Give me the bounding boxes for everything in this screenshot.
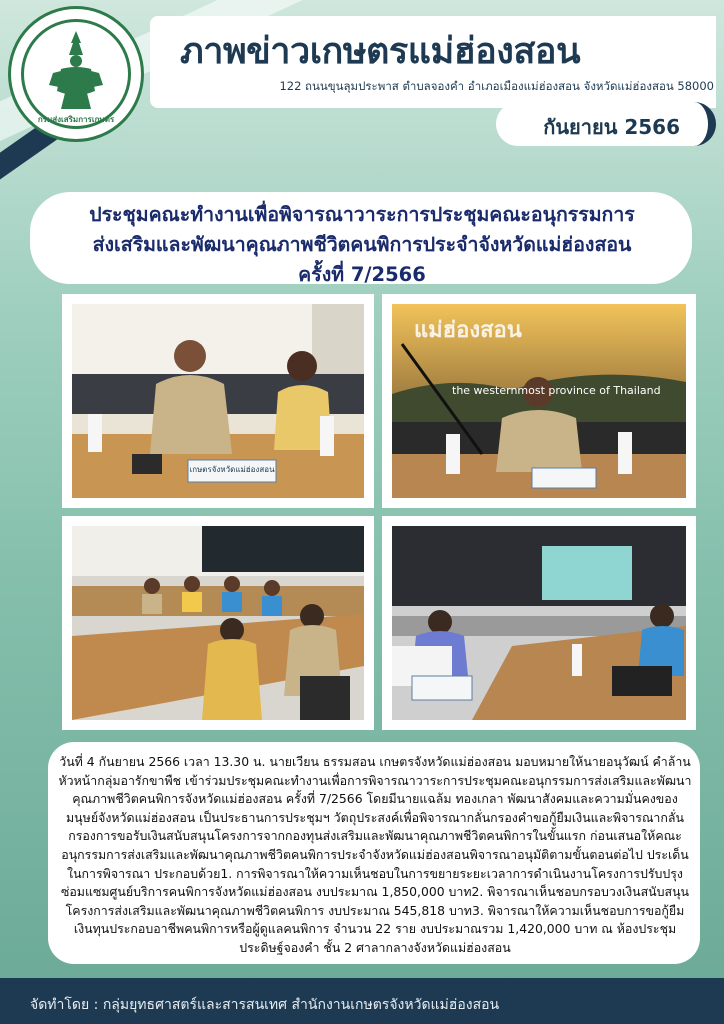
logo-caption: กรมส่งเสริมการเกษตร bbox=[37, 115, 115, 124]
issue-date: กันยายน 2566 bbox=[543, 115, 680, 139]
meeting-room-illustration bbox=[392, 526, 686, 720]
deity-emblem-icon bbox=[39, 29, 113, 113]
site-address: 122 ถนนขุนลุมประพาส ตำบลจองคำ อำเภอเมืองแม่ฮ่องสอน จังหวัดแม่ฮ่องสอน 58000 bbox=[279, 79, 714, 93]
photo-1-image bbox=[72, 304, 364, 498]
photo-4-image bbox=[392, 526, 686, 720]
department-logo bbox=[8, 6, 144, 142]
site-title: ภาพข่าวเกษตรแม่ฮ่องสอน bbox=[180, 31, 581, 72]
meeting-room-illustration bbox=[72, 526, 364, 720]
photo-1 bbox=[62, 294, 374, 508]
headline-line-1: ประชุมคณะทำงานเพื่อพิจารณาวาระการประชุมคณะอนุกรรมการ bbox=[89, 203, 635, 226]
photo-4 bbox=[382, 516, 696, 730]
photo-2-banner-title: แม่ฮ่องสอน bbox=[414, 318, 522, 343]
photo-2-banner-caption: the westernmost province of Thailand bbox=[452, 384, 661, 397]
photo-2 bbox=[382, 294, 696, 508]
photo-2-image bbox=[392, 304, 686, 498]
headline-line-2: ส่งเสริมและพัฒนาคุณภาพชีวิตคนพิการประจำจังหวัดแม่ฮ่องสอน bbox=[92, 233, 632, 256]
footer-credit: จัดทำโดย : กลุ่มยุทธศาสตร์และสารสนเทศ สำนักงานเกษตรจังหวัดแม่ฮ่องสอน bbox=[30, 997, 500, 1013]
photo-3-image bbox=[72, 526, 364, 720]
photo-1-nameplate: เกษตรจังหวัดแม่ฮ่องสอน bbox=[189, 465, 275, 474]
photo-3 bbox=[62, 516, 374, 730]
headline-line-3: ครั้งที่ 7/2566 bbox=[298, 263, 426, 286]
article-body-text: วันที่ 4 กันยายน 2566 เวลา 13.30 น. นายเวียน ธรรมสอน เกษตรจังหวัดแม่ฮ่องสอน มอบหมายให้นายอนุวัฒน์ คำล้าน หัวหน้ากลุ่มอารักขาพืช เข้าร่วมประชุมคณะทำงานเพื่อการพิจารณาวาระการประชุมคณะอนุกรรมการส่งเสริมและพัฒนาคุณภาพชีวิตคนพิการจังหวัดแม่ฮ่องสอน ครั้งที่ 7/2566 โดยมีนายแฉล้ม ทองเกลา พัฒนาสังคมและความมั่นคงของมนุษย์จังหวัดแม่ฮ่องสอน เป็นประธานการประชุมฯ วัตถุประสงค์เพื่อพิจารณากลั่นกรองคำขอกู้ยืมเงินและพิจารณากลั่นกรองการขอรับเงินสนับสนุนโครงการจากกองทุนส่งเสริมและพัฒนาคุณภาพชีวิตคนพิการในขั้นแรก ก่อนเสนอให้คณะอนุกรรมการส่งเสริมและพัฒนาคุณภาพชีวิตคนพิการประจำจังหวัดแม่ฮ่องสอนพิจารณาอนุมัติตามขั้นตอนต่อไป ประเด็นในการพิจารณา ประกอบด้วย1. การพิจารณาให้ความเห็นชอบในการขยายระยะเวลาการดำเนินงานโครงการปรับปรุงซ่อมแซมศูนย์บริการคนพิการจังหวัดแม่ฮ่องสอน งบประมาณ 1,850,000 บาท2. พิจารณาเห็นชอบกรอบวงเงินสนับสนุนโครงการส่งเสริมและพัฒนาคุณภาพชีวิตคนพิการ งบประมาณ 545,818 บาท3. พิจารณาให้ความเห็นชอบการขอกู้ยืมเงินทุนประกอบอาชีพคนพิการหรือผู้ดูแลคนพิการ จำนวน 22 ราย งบประมาณรวม 1,420,000 บาท ณ ห้องประชุมประดิษฐ์จองคำ ชั้น 2 ศาลากลางจังหวัดแม่ฮ่องสอน bbox=[58, 754, 692, 955]
